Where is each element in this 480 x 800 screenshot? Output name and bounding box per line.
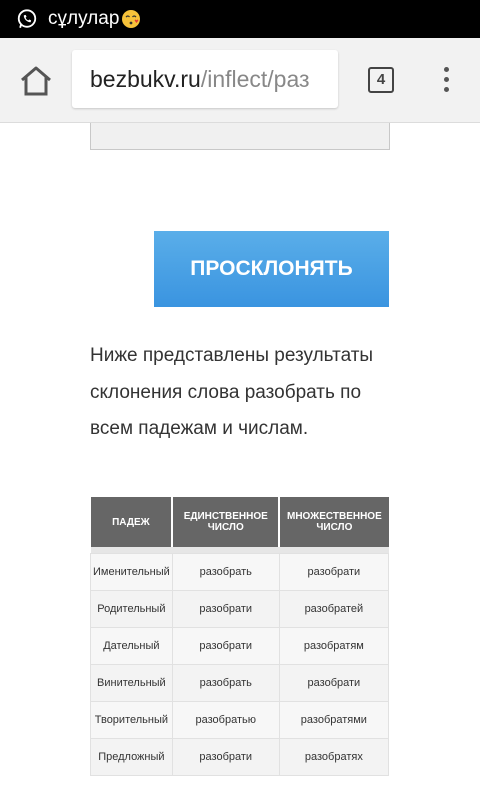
singular-form: разобратью [172,702,279,739]
url-bar[interactable] [72,50,338,108]
case-name: Творительный [91,702,173,739]
browser-toolbar [0,38,480,123]
table-row [91,628,389,665]
word-input-field[interactable] [90,123,390,150]
status-bar [0,0,480,38]
singular-form: разобрати [172,628,279,665]
plural-form: разобратей [279,591,388,628]
case-name: Предложный [91,739,173,776]
overflow-menu-icon[interactable] [440,64,452,96]
kissing-face-emoji-icon [121,9,141,29]
home-icon[interactable] [18,64,54,98]
table-row [91,591,389,628]
whatsapp-icon [16,8,38,30]
plural-form: разобратям [279,628,388,665]
plural-form: разобрати [279,554,388,591]
notification-text: сұлулар [48,8,120,29]
table-row [91,554,389,591]
url-host: bezbukv.ru [90,66,201,92]
singular-form: разобрати [172,591,279,628]
case-name: Дательный [91,628,173,665]
singular-form: разобрати [172,739,279,776]
case-name: Именительный [91,554,173,591]
table-row [91,702,389,739]
plural-form: разобратях [279,739,388,776]
declension-table [90,497,389,776]
decline-button[interactable]: ПРОСКЛОНЯТЬ [154,231,389,307]
tab-switcher-button[interactable]: 4 [368,67,394,93]
case-name: Винительный [91,665,173,702]
table-row [91,665,389,702]
header-plural: МНОЖЕСТВЕННОЕ ЧИСЛО [279,497,388,547]
header-case: ПАДЕЖ [91,497,173,547]
url-path: /inflect/раз [200,66,310,92]
plural-form: разобратями [279,702,388,739]
singular-form: разобрать [172,554,279,591]
header-singular: ЕДИНСТВЕННОЕ ЧИСЛО [172,497,279,547]
table-row [91,739,389,776]
plural-form: разобрати [279,665,388,702]
singular-form: разобрать [172,665,279,702]
page-content [0,123,480,800]
results-description: Ниже представлены результаты склонения слова разобрать по всем падежам и числам. [90,345,374,439]
case-name: Родительный [91,591,173,628]
